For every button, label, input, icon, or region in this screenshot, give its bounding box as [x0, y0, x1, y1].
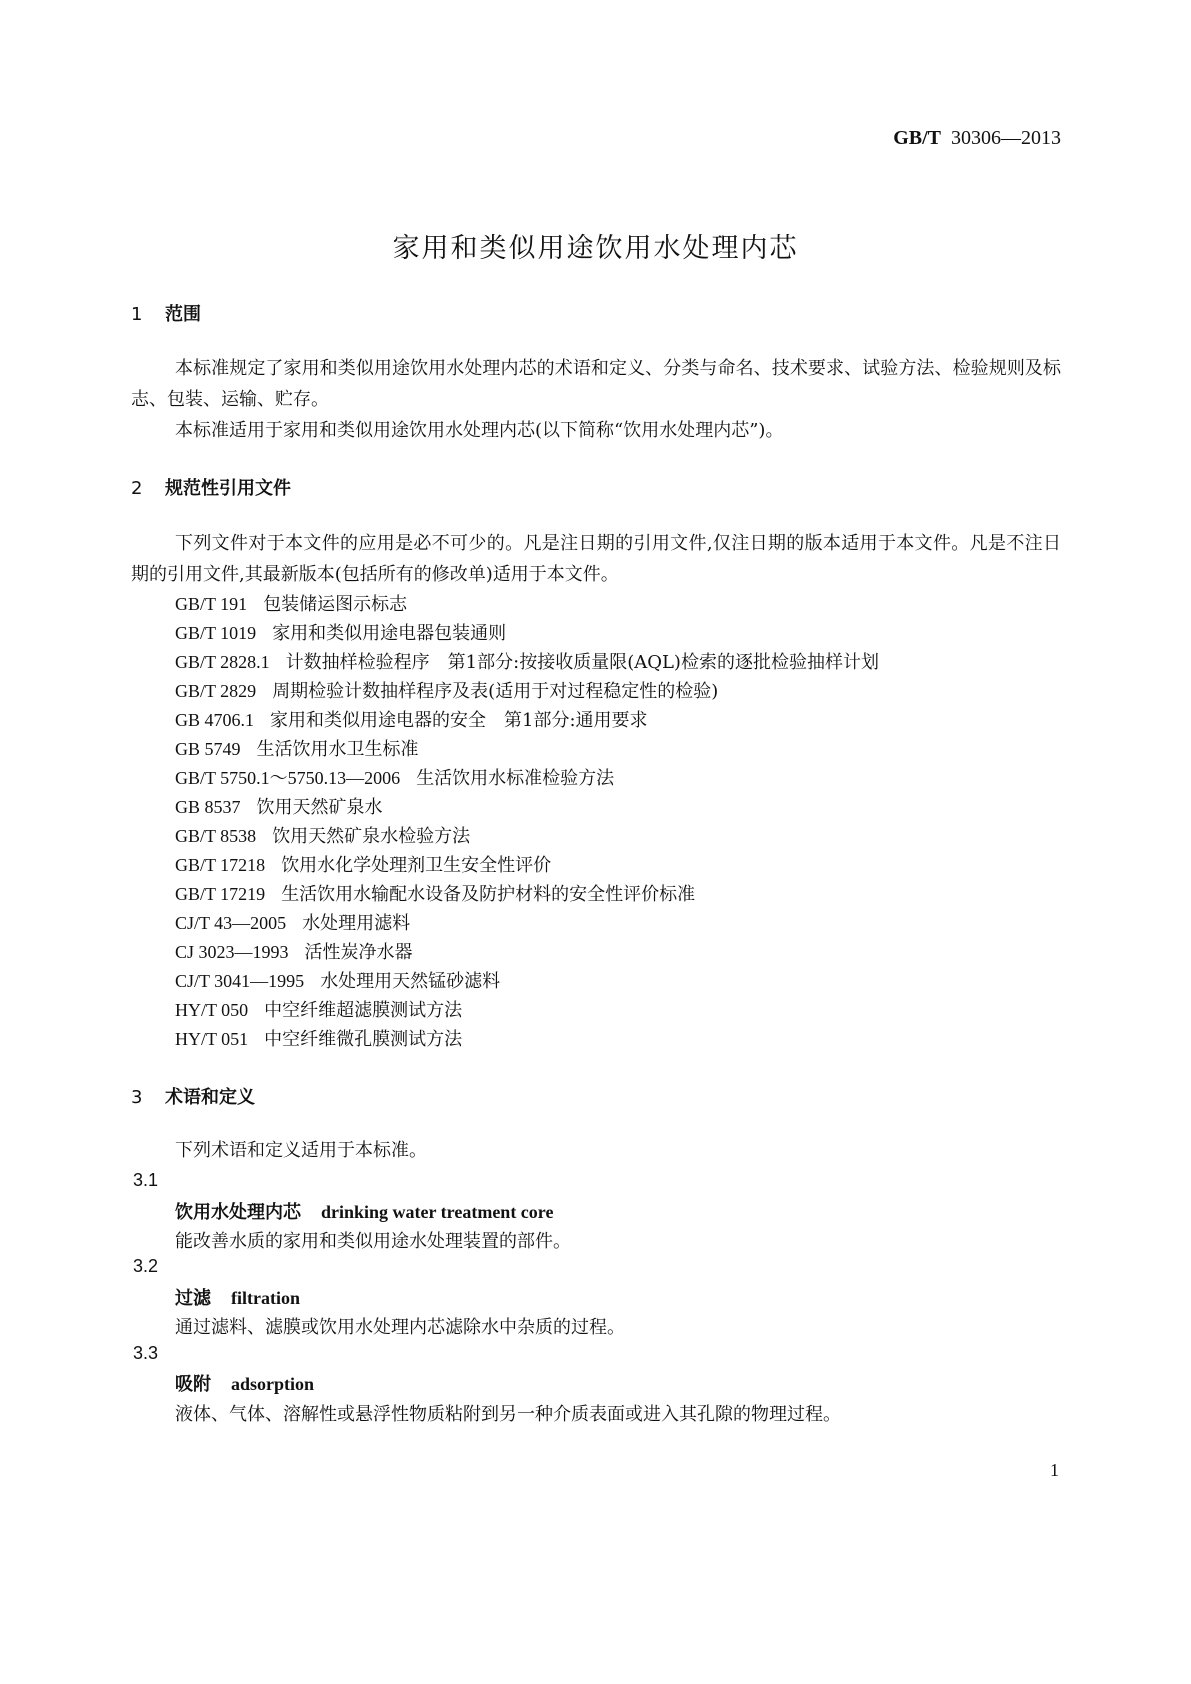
section-3-heading	[131, 1083, 255, 1109]
reference-item	[175, 764, 614, 790]
section-2-heading	[131, 474, 291, 500]
reference-title: 中空纤维超滤膜测试方法	[264, 1000, 463, 1021]
reference-title: 饮用天然矿泉水检验方法	[272, 826, 471, 847]
reference-code: GB/T 5750.1～5750.13—2006	[175, 768, 401, 788]
reference-item	[175, 1025, 462, 1051]
reference-title: 水处理用天然锰砂滤料	[320, 971, 501, 992]
term-heading	[175, 1284, 300, 1310]
reference-item	[175, 822, 470, 848]
term-en: drinking water treatment core	[321, 1202, 554, 1222]
reference-item	[175, 706, 648, 732]
reference-title: 周期检验计数抽样程序及表(适用于对过程稳定性的检验)	[272, 681, 719, 702]
scope-paragraph-1: 本标准规定了家用和类似用途饮用水处理内芯的术语和定义、分类与命名、技术要求、试验方法、检验规则及标志、包装、运输、贮存。	[131, 358, 1061, 410]
reference-item	[175, 677, 718, 703]
reference-title: 生活饮用水标准检验方法	[416, 768, 615, 789]
reference-title: 活性炭净水器	[304, 942, 413, 963]
standard-code-prefix: GB/T	[893, 127, 941, 149]
reference-code: HY/T 050	[175, 1000, 249, 1020]
term-heading	[175, 1198, 553, 1224]
reference-title: 包装储运图示标志	[263, 594, 408, 615]
terms-intro-paragraph: 下列术语和定义适用于本标准。	[175, 1140, 427, 1161]
reference-title: 饮用水化学处理剂卫生安全性评价	[281, 855, 552, 876]
reference-code: GB/T 1019	[175, 623, 257, 643]
reference-code: GB/T 17218	[175, 855, 266, 875]
term-definition: 液体、气体、溶解性或悬浮性物质粘附到另一种介质表面或进入其孔隙的物理过程。	[175, 1404, 841, 1425]
section-title: 范围	[165, 304, 201, 325]
term-definition: 通过滤料、滤膜或饮用水处理内芯滤除水中杂质的过程。	[175, 1317, 625, 1338]
reference-title: 生活饮用水卫生标准	[256, 739, 419, 760]
scope-paragraph-2: 本标准适用于家用和类似用途饮用水处理内芯(以下简称“饮用水处理内芯”)。	[175, 420, 784, 441]
term-zh: 饮用水处理内芯	[175, 1202, 301, 1223]
standard-code	[893, 127, 1061, 150]
term-number: 3.3	[133, 1343, 159, 1363]
reference-title: 家用和类似用途电器的安全 第1部分:通用要求	[270, 710, 648, 731]
term-zh: 过滤	[175, 1288, 211, 1309]
reference-item	[175, 938, 413, 964]
term-heading	[175, 1370, 314, 1396]
reference-code: GB/T 191	[175, 594, 248, 614]
reference-item	[175, 909, 410, 935]
standard-code-number: 30306—2013	[951, 127, 1061, 149]
term-zh: 吸附	[175, 1374, 211, 1395]
term-number: 3.2	[133, 1256, 159, 1276]
reference-code: CJ/T 43—2005	[175, 913, 287, 933]
reference-code: CJ/T 3041—1995	[175, 971, 305, 991]
reference-item	[175, 996, 462, 1022]
term-number: 3.1	[133, 1170, 159, 1190]
section-title: 术语和定义	[165, 1087, 255, 1108]
section-title: 规范性引用文件	[165, 478, 291, 499]
reference-code: GB/T 2829	[175, 681, 257, 701]
section-number: 3	[131, 1087, 143, 1108]
reference-code: GB 4706.1	[175, 710, 255, 730]
term-en: adsorption	[231, 1374, 315, 1394]
reference-code: GB 5749	[175, 739, 241, 759]
reference-title: 生活饮用水输配水设备及防护材料的安全性评价标准	[281, 884, 696, 905]
section-number: 2	[131, 478, 143, 499]
reference-item	[175, 619, 506, 645]
reference-item	[175, 648, 879, 674]
reference-title: 水处理用滤料	[302, 913, 411, 934]
reference-code: CJ 3023—1993	[175, 942, 289, 962]
reference-item	[175, 590, 407, 616]
term-definition: 能改善水质的家用和类似用途水处理装置的部件。	[175, 1231, 571, 1252]
reference-title: 家用和类似用途电器包装通则	[272, 623, 507, 644]
reference-title: 计数抽样检验程序 第1部分:按接收质量限(AQL)检索的逐批检验抽样计划	[285, 652, 879, 673]
reference-code: GB/T 2828.1	[175, 652, 270, 672]
reference-code: GB 8537	[175, 797, 241, 817]
reference-item	[175, 880, 695, 906]
reference-item	[175, 735, 419, 761]
term-en: filtration	[231, 1288, 300, 1308]
reference-item	[175, 793, 383, 819]
reference-title: 饮用天然矿泉水	[256, 797, 383, 818]
page-number: 1	[1050, 1460, 1059, 1480]
section-1-heading	[131, 300, 201, 326]
reference-item	[175, 851, 551, 877]
section-number: 1	[131, 304, 143, 325]
reference-code: HY/T 051	[175, 1029, 249, 1049]
document-title: 家用和类似用途饮用水处理内芯	[392, 233, 799, 264]
references-intro-paragraph: 下列文件对于本文件的应用是必不可少的。凡是注日期的引用文件,仅注日期的版本适用于本文件。凡是不注日期的引用文件,其最新版本(包括所有的修改单)适用于本文件。	[131, 533, 1061, 585]
reference-item	[175, 967, 500, 993]
reference-title: 中空纤维微孔膜测试方法	[264, 1029, 463, 1050]
reference-code: GB/T 8538	[175, 826, 257, 846]
reference-code: GB/T 17219	[175, 884, 266, 904]
